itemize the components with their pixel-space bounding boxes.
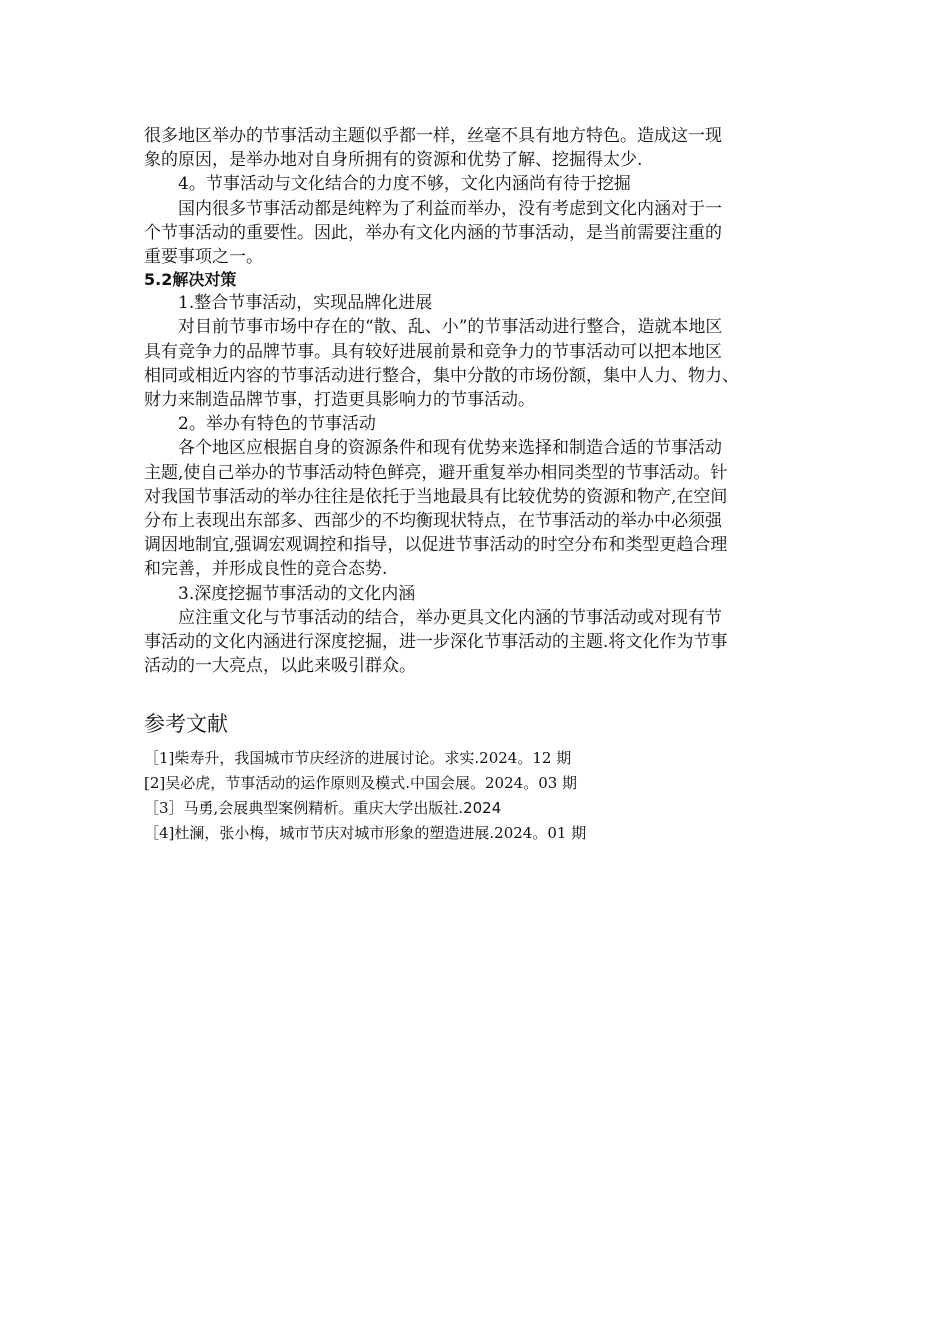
paragraph-line: 应注重文化与节事活动的结合，举办更具文化内涵的节事活动或对现有节: [178, 607, 722, 628]
paragraph-line: 调因地制宜,强调宏观调控和指导，以促进节事活动的时空分布和类型更趋合理: [144, 535, 728, 556]
paragraph-line: 国内很多节事活动都是纯粹为了利益而举办，没有考虑到文化内涵对于一: [178, 198, 722, 219]
reference-text: [2]吴必虎，节事活动的运作原则及模式.中国会展。2024。03 期: [144, 774, 578, 792]
body-text: [144, 124, 812, 678]
paragraph-line: 活动的一大亮点，以此来吸引群众。: [144, 656, 416, 677]
paragraph-line: 重要事项之一。: [144, 247, 263, 268]
paragraph-line: 事活动的文化内涵进行深度挖掘，进一步深化节事活动的主题.将文化作为节事: [144, 632, 728, 653]
reference-list: [144, 746, 812, 846]
reference-item: [144, 746, 812, 771]
reference-text: ［3］马勇,会展典型案例精析。重庆大学出版社.: [144, 799, 464, 817]
paragraph-line: 和完善，并形成良性的竞合态势.: [144, 559, 388, 580]
reference-text: ［1]柴寿升，我国城市节庆经济的进展讨论。求实.2024。12 期: [144, 749, 572, 767]
paragraph-line: 很多地区举办的节事活动主题似乎都一样，丝毫不具有地方特色。造成这一现: [144, 126, 722, 146]
paragraph-line: 分布上表现出东部多、西部少的不均衡现状特点，在节事活动的举办中必须强: [144, 511, 722, 532]
reference-item: [144, 771, 812, 796]
paragraph-line: 财力来制造品牌节事，打造更具影响力的节事活动。: [144, 390, 535, 411]
item-3-title: 3.深度挖掘节事活动的文化内涵: [178, 583, 416, 604]
paragraph-line: 个节事活动的重要性。因此，举办有文化内涵的节事活动，是当前需要注重的: [144, 222, 722, 243]
paragraph-line: 象的原因，是举办地对自身所拥有的资源和优势了解、挖掘得太少.: [144, 150, 643, 171]
paragraph-line: 具有竞争力的品牌节事。具有较好进展前景和竞争力的节事活动可以把本地区: [144, 341, 722, 362]
item-1-title: 1.整合节事活动，实现品牌化进展: [178, 293, 433, 314]
paragraph-line: 各个地区应根据自身的资源条件和现有优势来选择和制造合适的节事活动: [178, 438, 722, 459]
reference-item: [144, 821, 812, 846]
paragraph-line: 相同或相近内容的节事活动进行整合，集中分散的市场份额，集中人力、物力、: [144, 365, 739, 386]
paragraph-line: 主题,使自己举办的节事活动特色鲜亮，避开重复举办相同类型的节事活动。针: [144, 462, 728, 483]
item-2-title: 2。举办有特色的节事活动: [178, 414, 376, 435]
paragraph-line: 对我国节事活动的举办往往是依托于当地最具有比较优势的资源和物产,在空间: [144, 486, 728, 507]
references-heading: 参考文献: [144, 712, 228, 736]
item-4-title: 4。节事活动与文化结合的力度不够，文化内涵尚有待于挖掘: [178, 174, 631, 195]
section-heading: 5.2解决对策: [144, 270, 237, 290]
reference-item: [144, 796, 812, 821]
paragraph-line: 对目前节事市场中存在的“散、乱、小”的节事活动进行整合，造就本地区: [178, 317, 723, 338]
reference-text: ［4]杜澜，张小梅，城市节庆对城市形象的塑造进展.2024。01 期: [144, 824, 587, 842]
reference-year: 2024: [463, 799, 502, 817]
